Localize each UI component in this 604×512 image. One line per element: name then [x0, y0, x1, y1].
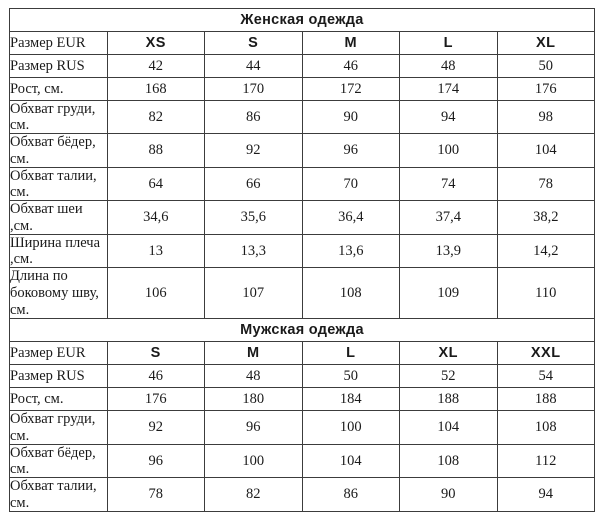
table-cell: 14,2 — [497, 234, 595, 267]
table-cell: 108 — [497, 411, 595, 444]
table-row-women-hips — [10, 134, 595, 167]
table-cell: 96 — [205, 411, 303, 444]
table-cell: 70 — [302, 167, 400, 200]
table-row-men-waist — [10, 478, 595, 511]
table-cell: 54 — [497, 365, 595, 388]
table-row-women-size-eur — [10, 32, 595, 55]
table-row-women-chest — [10, 101, 595, 134]
table-cell: 98 — [497, 101, 595, 134]
table-cell: 48 — [205, 365, 303, 388]
size-header-cell: L — [302, 342, 400, 365]
table-row-women-neck — [10, 201, 595, 234]
row-label — [10, 268, 108, 319]
table-cell: 94 — [400, 101, 498, 134]
table-cell: 66 — [205, 167, 303, 200]
table-cell: 37,4 — [400, 201, 498, 234]
table-cell: 180 — [205, 388, 303, 411]
table-cell: 78 — [107, 478, 205, 511]
row-label: Рост, см. — [10, 78, 108, 101]
table-cell: 78 — [497, 167, 595, 200]
table-cell: 109 — [400, 268, 498, 319]
table-cell: 46 — [302, 55, 400, 78]
row-label-text: Длина по боковому шву, см. — [10, 268, 99, 318]
table-row-men-chest — [10, 411, 595, 444]
row-label: Размер EUR — [10, 32, 108, 55]
table-cell: 42 — [107, 55, 205, 78]
table-cell: 104 — [497, 134, 595, 167]
size-header-cell: XL — [400, 342, 498, 365]
table-cell: 108 — [302, 268, 400, 319]
section-title-row-women — [10, 9, 595, 32]
table-cell: 82 — [205, 478, 303, 511]
row-label: Ширина плеча ,см. — [10, 234, 108, 267]
table-cell: 90 — [302, 101, 400, 134]
table-cell: 188 — [400, 388, 498, 411]
table-cell: 13,3 — [205, 234, 303, 267]
table-cell: 176 — [497, 78, 595, 101]
table-cell: 184 — [302, 388, 400, 411]
row-label: Обхват талии, см. — [10, 478, 108, 511]
table-cell: 90 — [400, 478, 498, 511]
table-cell: 13 — [107, 234, 205, 267]
table-row-men-height — [10, 388, 595, 411]
section-title-row-men — [10, 319, 595, 342]
table-cell: 86 — [302, 478, 400, 511]
table-cell: 168 — [107, 78, 205, 101]
table-cell: 92 — [107, 411, 205, 444]
table-cell: 34,6 — [107, 201, 205, 234]
table-cell: 106 — [107, 268, 205, 319]
table-cell: 38,2 — [497, 201, 595, 234]
table-cell: 52 — [400, 365, 498, 388]
table-cell: 170 — [205, 78, 303, 101]
row-label: Рост, см. — [10, 388, 108, 411]
section-title-men: Мужская одежда — [10, 319, 595, 342]
table-cell: 82 — [107, 101, 205, 134]
table-cell: 48 — [400, 55, 498, 78]
table-cell: 100 — [400, 134, 498, 167]
table-cell: 13,6 — [302, 234, 400, 267]
table-cell: 88 — [107, 134, 205, 167]
row-label: Обхват груди, см. — [10, 101, 108, 134]
table-row-women-height — [10, 78, 595, 101]
table-cell: 74 — [400, 167, 498, 200]
table-cell: 46 — [107, 365, 205, 388]
table-cell: 50 — [497, 55, 595, 78]
table-cell: 112 — [497, 444, 595, 477]
row-label: Обхват груди, см. — [10, 411, 108, 444]
table-row-men-size-rus — [10, 365, 595, 388]
table-cell: 13,9 — [400, 234, 498, 267]
row-label: Обхват бёдер, см. — [10, 134, 108, 167]
table-row-men-hips — [10, 444, 595, 477]
size-chart-table — [9, 8, 595, 512]
row-label: Обхват бёдер, см. — [10, 444, 108, 477]
size-header-cell: S — [107, 342, 205, 365]
table-cell: 176 — [107, 388, 205, 411]
table-cell: 174 — [400, 78, 498, 101]
row-label: Размер RUS — [10, 365, 108, 388]
table-cell: 96 — [302, 134, 400, 167]
table-cell: 172 — [302, 78, 400, 101]
table-cell: 104 — [400, 411, 498, 444]
size-header-cell: S — [205, 32, 303, 55]
table-cell: 50 — [302, 365, 400, 388]
table-cell: 104 — [302, 444, 400, 477]
size-chart-body — [10, 9, 595, 512]
table-cell: 100 — [205, 444, 303, 477]
table-cell: 36,4 — [302, 201, 400, 234]
table-row-men-size-eur — [10, 342, 595, 365]
table-row-women-size-rus — [10, 55, 595, 78]
table-cell: 92 — [205, 134, 303, 167]
row-label: Размер RUS — [10, 55, 108, 78]
row-label: Обхват талии, см. — [10, 167, 108, 200]
table-row-women-waist — [10, 167, 595, 200]
row-label: Размер EUR — [10, 342, 108, 365]
table-cell: 94 — [497, 478, 595, 511]
table-row-women-side-seam-length — [10, 268, 595, 319]
row-label: Обхват шеи ,см. — [10, 201, 108, 234]
size-header-cell: L — [400, 32, 498, 55]
size-header-cell: XL — [497, 32, 595, 55]
size-header-cell: M — [205, 342, 303, 365]
size-header-cell: M — [302, 32, 400, 55]
table-cell: 96 — [107, 444, 205, 477]
table-cell: 108 — [400, 444, 498, 477]
table-row-women-shoulder — [10, 234, 595, 267]
table-cell: 64 — [107, 167, 205, 200]
table-cell: 44 — [205, 55, 303, 78]
table-cell: 86 — [205, 101, 303, 134]
table-cell: 107 — [205, 268, 303, 319]
table-cell: 110 — [497, 268, 595, 319]
table-cell: 35,6 — [205, 201, 303, 234]
section-title-women: Женская одежда — [10, 9, 595, 32]
size-header-cell: XS — [107, 32, 205, 55]
table-cell: 100 — [302, 411, 400, 444]
size-header-cell: XXL — [497, 342, 595, 365]
table-cell: 188 — [497, 388, 595, 411]
